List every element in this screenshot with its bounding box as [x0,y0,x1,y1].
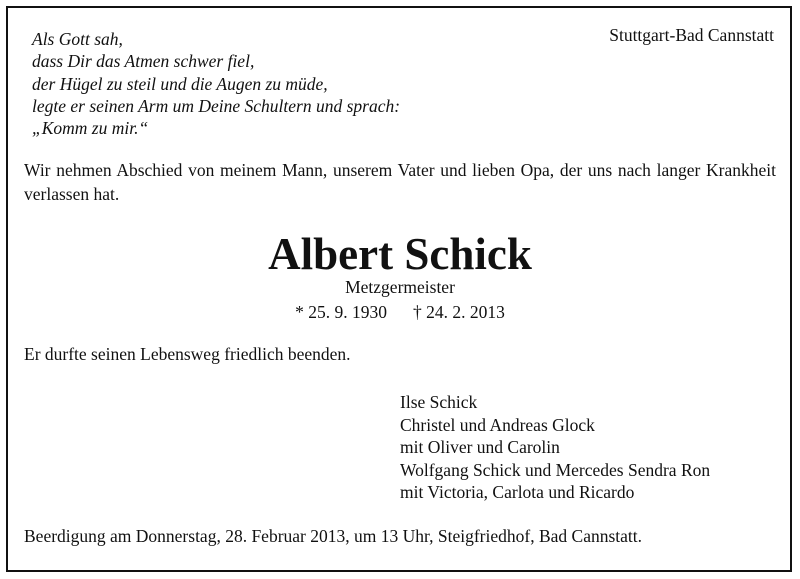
life-dates [0,301,800,323]
birth-date: * 25. 9. 1930 [295,302,387,322]
mourner-line: mit Victoria, Carlota und Ricardo [400,482,635,502]
deceased-name: Albert Schick [268,229,532,279]
death-date: † 24. 2. 2013 [413,302,505,322]
location: Stuttgart-Bad Cannstatt [609,25,774,45]
mourner-line: Christel und Andreas Glock [400,414,595,435]
poem-line: Als Gott sah, [32,29,123,49]
mourner-line: mit Oliver und Carolin [400,437,560,457]
poem-line: dass Dir das Atmen schwer fiel, [32,51,255,72]
funeral-notice: Beerdigung am Donnerstag, 28. Februar 2013, um 13 Uhr, Steigfriedhof, Bad Cannstatt. [24,526,643,546]
mourners-list [400,391,710,504]
intro-text: Wir nehmen Abschied von meinem Mann, unserem Vater und lieben Opa, der uns nach langer Krankheit verlassen hat. [24,160,776,204]
poem-line: „Komm zu mir.“ [32,118,149,139]
poem-line: legte er seinen Arm um Deine Schultern und sprach: [32,95,401,116]
mourner-line: Ilse Schick [400,392,478,412]
farewell-text: Er durfte seinen Lebensweg friedlich beenden. [24,344,351,364]
poem [32,28,400,139]
mourner-line: Wolfgang Schick und Mercedes Sendra Ron [400,459,711,480]
deceased-profession: Metzgermeister [345,277,455,297]
poem-line: der Hügel zu steil und die Augen zu müde, [32,73,328,94]
